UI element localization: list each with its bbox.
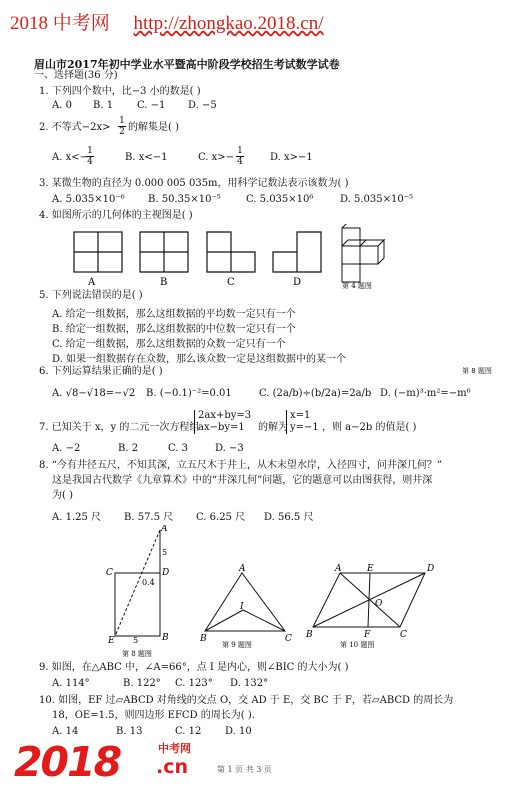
fig10-parallelogram [313,573,425,627]
q4-caption: 第 4 题图 [342,282,372,290]
q2-option-a: A. x<− [52,152,88,163]
svg-text:B: B [306,630,313,640]
page-footer: 第 1 页 共 3 页 [217,765,272,774]
q6-option-d: D. (−m)³·m²=−m⁶ [380,388,471,399]
fig9-triangle [205,573,285,631]
q5-option-c: C. 给定一组数据，那么这组数据的众数一定只有一个 [52,339,286,350]
q2-stem-b: 的解集是( ) [128,122,179,133]
q2-option-d: D. x>−1 [270,152,313,163]
q7-system: 2ax+by=3 ax−by=1 [194,410,251,434]
q8-line2: 这是我国古代数学《九章算术》中的“井深几何”问题，它的题意可以由图获得，则井深 [52,475,433,486]
site-header[interactable] [10,8,324,35]
svg-text:B: B [162,633,169,643]
document-title: 眉山市2017年初中学业水平暨高中阶段学校招生考试数学试卷 [34,58,340,71]
q1-stem: 1. 下列四个数中，比−3 小的数是( ) [39,86,201,97]
q2-option-c: C. x>− [198,152,235,163]
svg-text:C: C [285,634,292,644]
q7-solution: x=1 y=−1 [286,410,319,434]
svg-text:E: E [108,636,115,646]
site-url-link[interactable]: http://zhongkao.2018.cn/ [133,13,324,34]
q9-option-d: D. 132° [230,678,269,689]
svg-text:A: A [335,564,342,574]
svg-text:I: I [240,602,244,612]
svg-text:5: 5 [133,636,139,645]
q8-option-b: B. 57.5 尺 [124,512,174,523]
q1-option-a: A. 0 [52,100,72,111]
fig8-caption: 第 8 题图 [122,650,152,658]
q5-option-d: D. 如果一组数据存在众数，那么该众数一定是这组数据中的某一个 [52,354,347,365]
svg-text:E: E [367,564,374,574]
q7-option-c: C. 3 [168,443,189,454]
q3-option-b: B. 50.35×10⁻⁵ [148,194,221,205]
q4-view-d [273,232,321,272]
q4-label-d: D [293,277,302,288]
q4-label-a: A [88,277,96,288]
figures-8-9-10 [100,525,440,660]
q3-option-a: A. 5.035×10⁻⁶ [52,194,125,205]
q8-option-a: A. 1.25 尺 [52,512,102,523]
fig10-caption: 第 10 题图 [340,641,375,649]
q2-option-a-fraction: 1 4 [87,146,93,167]
q5-option-a: A. 给定一组数据，那么这组数据的平均数一定只有一个 [52,309,296,320]
q9-option-a: A. 114° [52,678,90,689]
q3-option-c: C. 5.035×10⁶ [246,194,314,205]
q9-option-b: B. 122° [123,678,161,689]
q2-stem-a: 2. 不等式−2x> [39,122,111,133]
svg-text:5: 5 [162,548,168,557]
q10-option-c: C. 12 [175,726,202,737]
q6-stem: 6. 下列运算结果正确的是( ) [39,366,163,377]
q8-option-c: C. 6.25 尺 [196,512,246,523]
q8-option-d: D. 56.5 尺 [264,512,314,523]
q4-stem: 4. 如图所示的几何体的主视图是( ) [39,210,193,221]
q7-option-d: D. −3 [215,443,244,454]
q4-figure [60,224,390,290]
svg-text:C: C [400,630,407,640]
svg-text:A: A [239,564,246,574]
q3-option-d: D. 5.035×10⁻⁵ [340,194,414,205]
q7-option-a: A. −2 [52,443,81,454]
svg-text:B: B [200,634,207,644]
svg-text:O: O [375,599,383,609]
brand-logo-suffix: .cn [156,756,189,778]
svg-text:D: D [427,564,435,574]
q2-option-b: B. x<−1 [125,152,168,163]
q4-view-b [140,232,188,272]
q10-line2: 18，OE=1.5，则四边形 EFCD 的周长为( ). [52,710,255,721]
q4-solid [342,224,384,282]
q4-label-c: C [227,277,235,288]
svg-text:0.4: 0.4 [142,578,155,587]
q10-line1: 10. 如图，EF 过▱ABCD 对角线的交点 O，交 AD 于 E，交 BC 于 F，若▱ABCD 的周长为 [39,695,454,706]
svg-text:C: C [106,568,113,578]
q1-option-c: C. −1 [137,100,166,111]
q4-view-c [207,232,255,272]
q6-option-c: C. (2a/b)÷(b/2a)=2a/b [259,388,372,399]
q5-stem: 5. 下列说法错误的是( ) [39,290,143,301]
q5-option-b: B. 给定一组数据，那么这组数据的中位数一定只有一个 [52,324,296,335]
q1-option-b: B. 1 [93,100,114,111]
fig9-caption: 第 9 题图 [222,641,252,649]
q4-label-b: B [160,277,168,288]
q1-option-d: D. −5 [188,100,217,111]
q9-stem: 9. 如图，在△ABC 中，∠A=66°，点 I 是内心，则∠BIC 的大小为( ) [39,662,349,673]
q10-option-d: D. 10 [225,726,252,737]
brand-logo-tag: 中考网 [158,742,191,755]
svg-text:F: F [364,630,371,640]
q8-line1: 8. “今有井径五尺，不知其深，立五尺木于井上，从木末望水岸，入径四寸，问井深几何？” [39,460,442,471]
site-name: 2018 中考网 [10,13,110,34]
q7-stem-c: ，则 a−2b 的值是( ) [322,422,417,433]
q10-option-a: A. 14 [52,726,79,737]
q7-stem-a: 7. 已知关于 x，y 的二元一次方程组 [39,422,200,433]
q10-option-b: B. 13 [116,726,143,737]
section-heading: 一、选择题(36 分) [34,70,118,81]
q2-fraction: 1 2 [119,116,125,137]
q7-stem-b: 的解为 [258,422,288,433]
svg-text:A: A [161,525,168,534]
q6-side-caption: 第 8 题图 [462,367,492,375]
svg-text:D: D [162,568,170,578]
q7-option-b: B. 2 [118,443,139,454]
q6-option-b: B. (−0.1)⁻²=0.01 [146,388,232,399]
q6-option-a: A. √8−√18=−√2 [52,388,136,399]
brand-logo-number: 2018 [14,738,121,786]
q9-option-c: C. 123° [175,678,213,689]
q2-option-c-fraction: 1 4 [237,146,243,167]
q3-stem: 3. 某微生物的直径为 0.000 005 035m，用科学记数法表示该数为( ) [39,178,349,189]
q8-line3: 为( ) [52,490,73,501]
